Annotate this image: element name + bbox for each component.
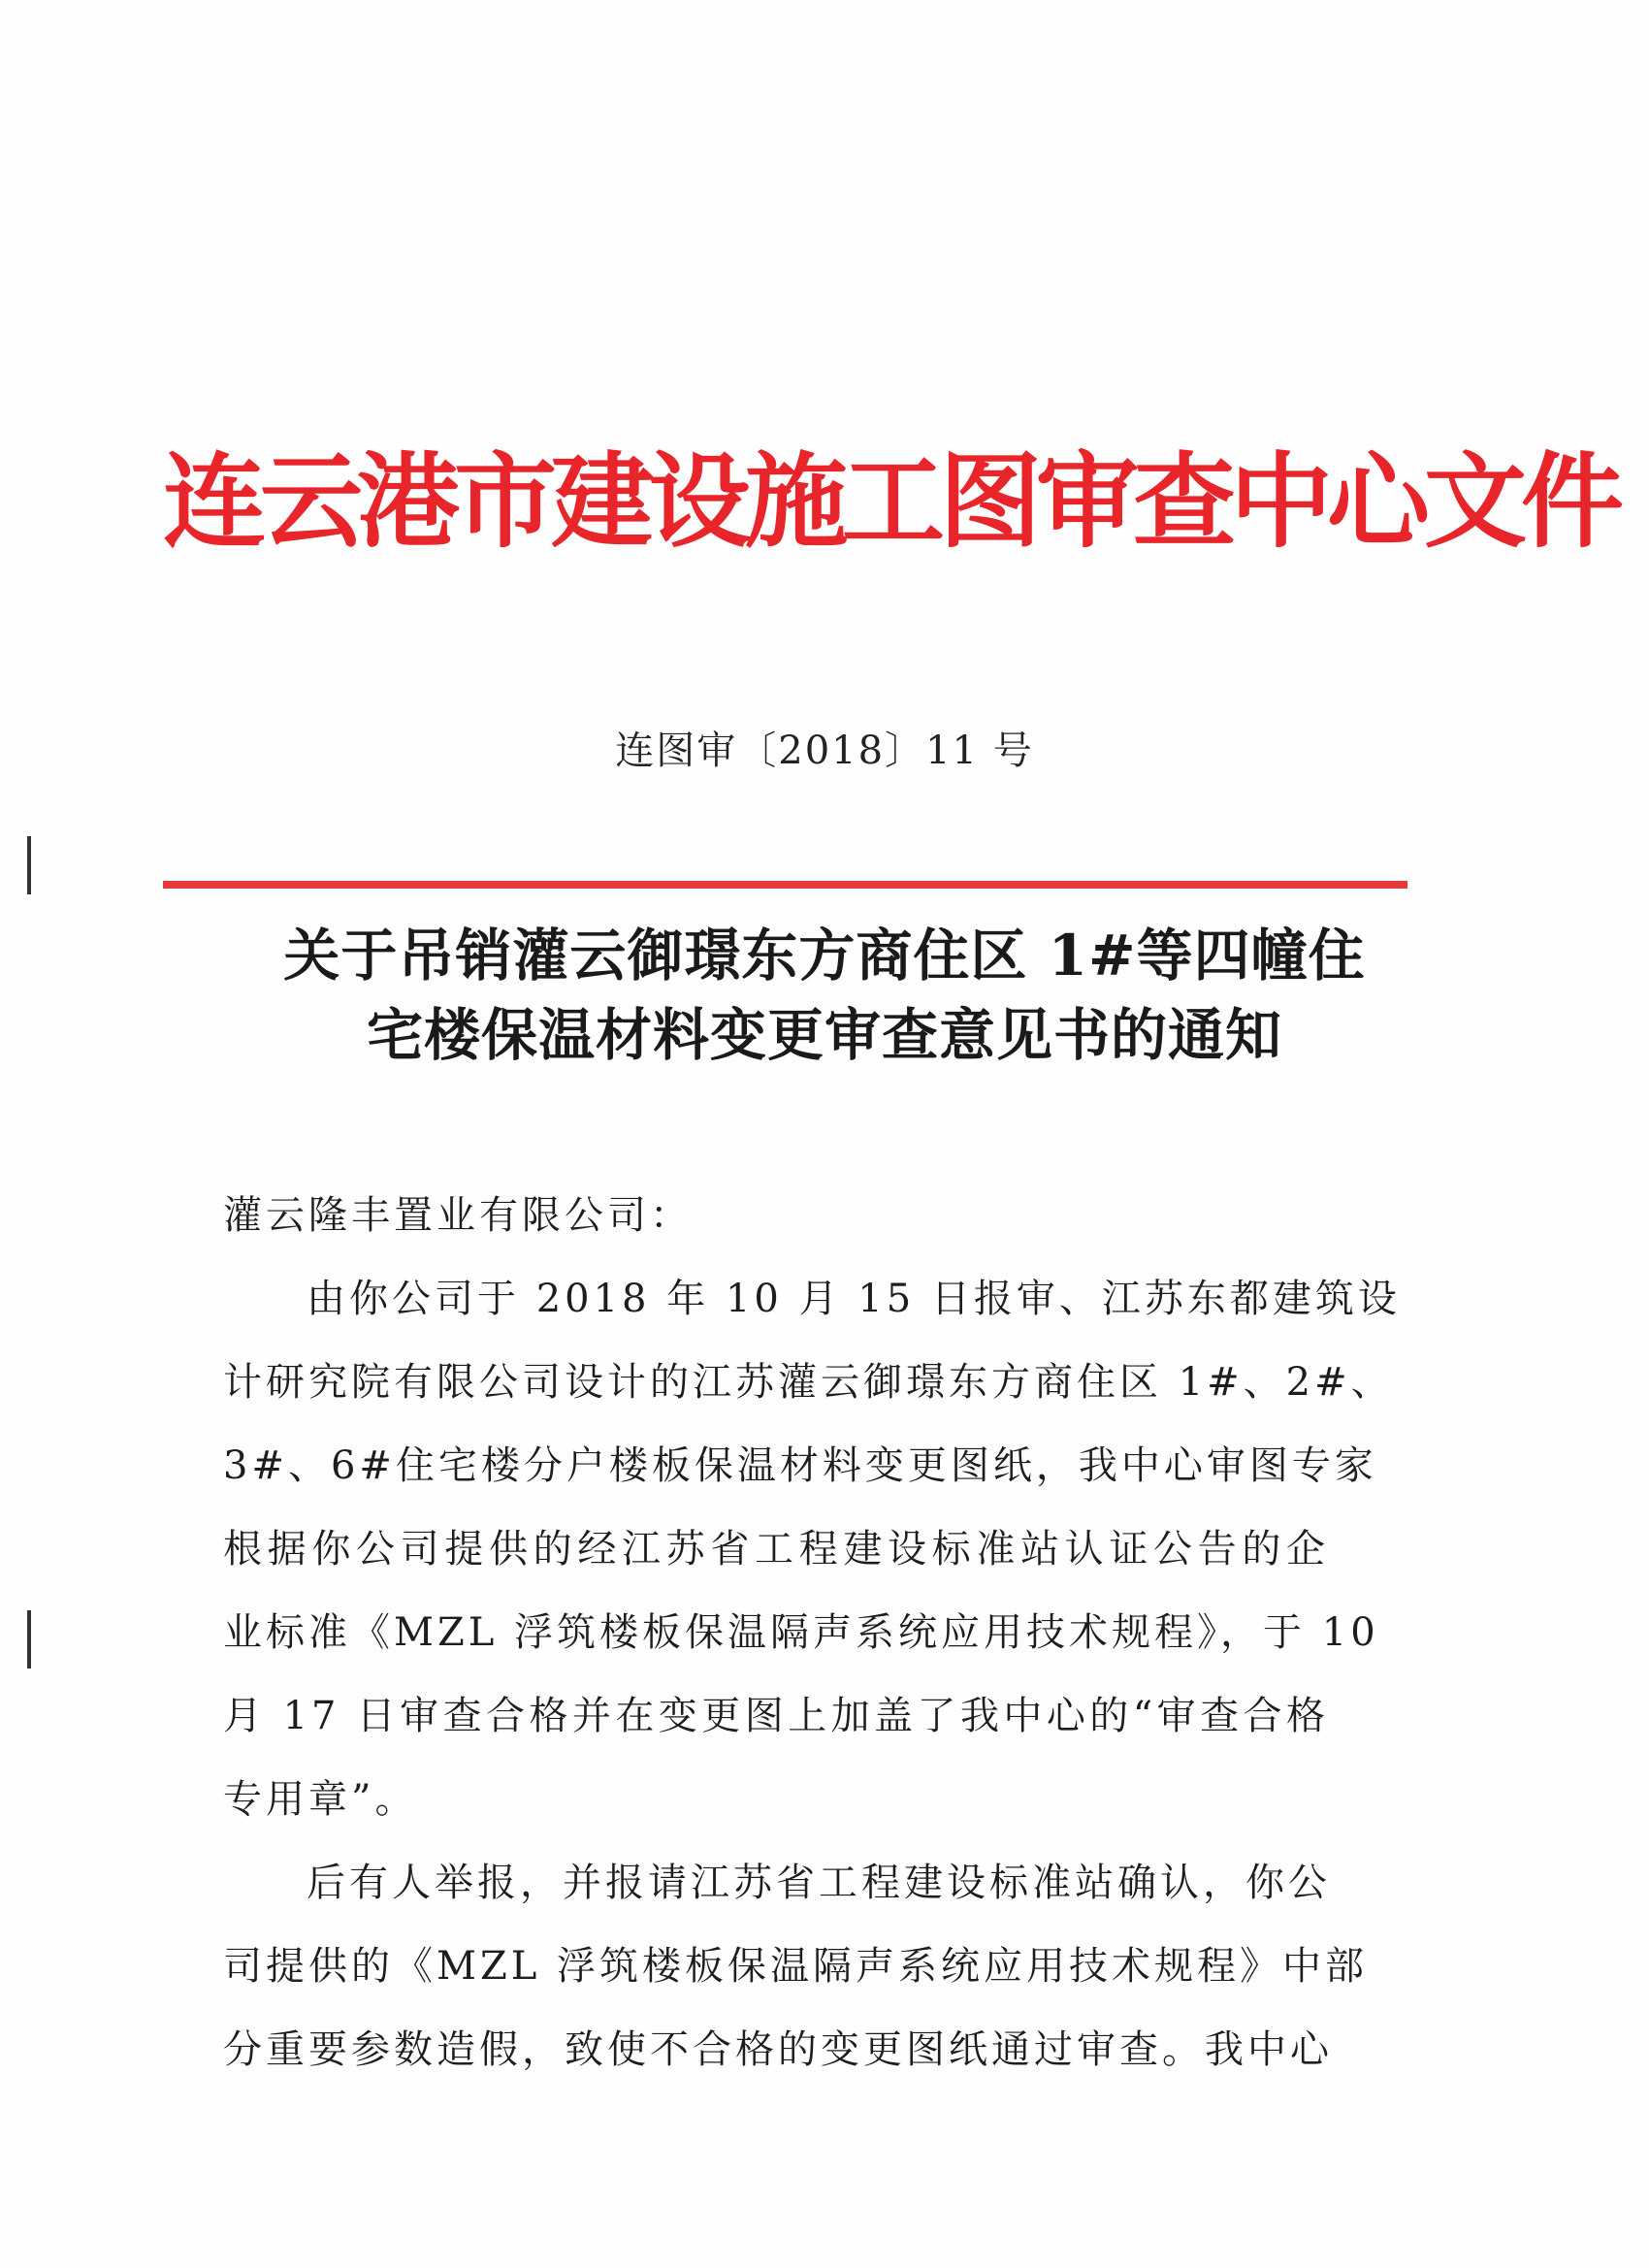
body-line: 后有人举报，并报请江苏省工程建设标准站确认，你公: [307, 1861, 1331, 1905]
binding-mark-bottom: [27, 1610, 31, 1669]
binding-mark-top: [27, 836, 31, 894]
red-divider-line: [163, 881, 1407, 889]
addressee-line: 灌云隆丰置业有限公司：: [223, 1193, 693, 1238]
body-line: 根据你公司提供的经江苏省工程建设标准站认证公告的企: [223, 1527, 1329, 1571]
body-line: 由你公司于 2018 年 10 月 15 日报审、江苏东都建筑设: [307, 1277, 1401, 1321]
issuing-authority-header: 连云港市建设施工图审查中心文件: [163, 440, 1618, 562]
document-number: 连图审〔2018〕11 号: [615, 729, 1034, 773]
body-line: 业标准《MZL 浮筑楼板保温隔声系统应用技术规程》，于 10: [223, 1610, 1379, 1655]
body-line: 专用章”。: [223, 1777, 418, 1822]
notice-title-line-2: 宅楼保温材料变更审查意见书的通知: [366, 1002, 1282, 1068]
body-line: 月 17 日审查合格并在变更图上加盖了我中心的“审查合格: [223, 1694, 1329, 1738]
notice-body: [223, 1174, 1401, 2091]
body-line: 计研究院有限公司设计的江苏灌云御璟东方商住区 1#、2#、: [223, 1360, 1394, 1405]
notice-title: [0, 916, 1649, 1075]
body-line: 3#、6#住宅楼分户楼板保温材料变更图纸，我中心审图专家: [223, 1443, 1377, 1488]
body-line: 司提供的《MZL 浮筑楼板保温隔声系统应用技术规程》中部: [223, 1944, 1369, 1989]
body-line: 分重要参数造假，致使不合格的变更图纸通过审查。我中心: [223, 2027, 1333, 2072]
notice-title-line-1: 关于吊销灌云御璟东方商住区 1#等四幢住: [283, 923, 1366, 988]
